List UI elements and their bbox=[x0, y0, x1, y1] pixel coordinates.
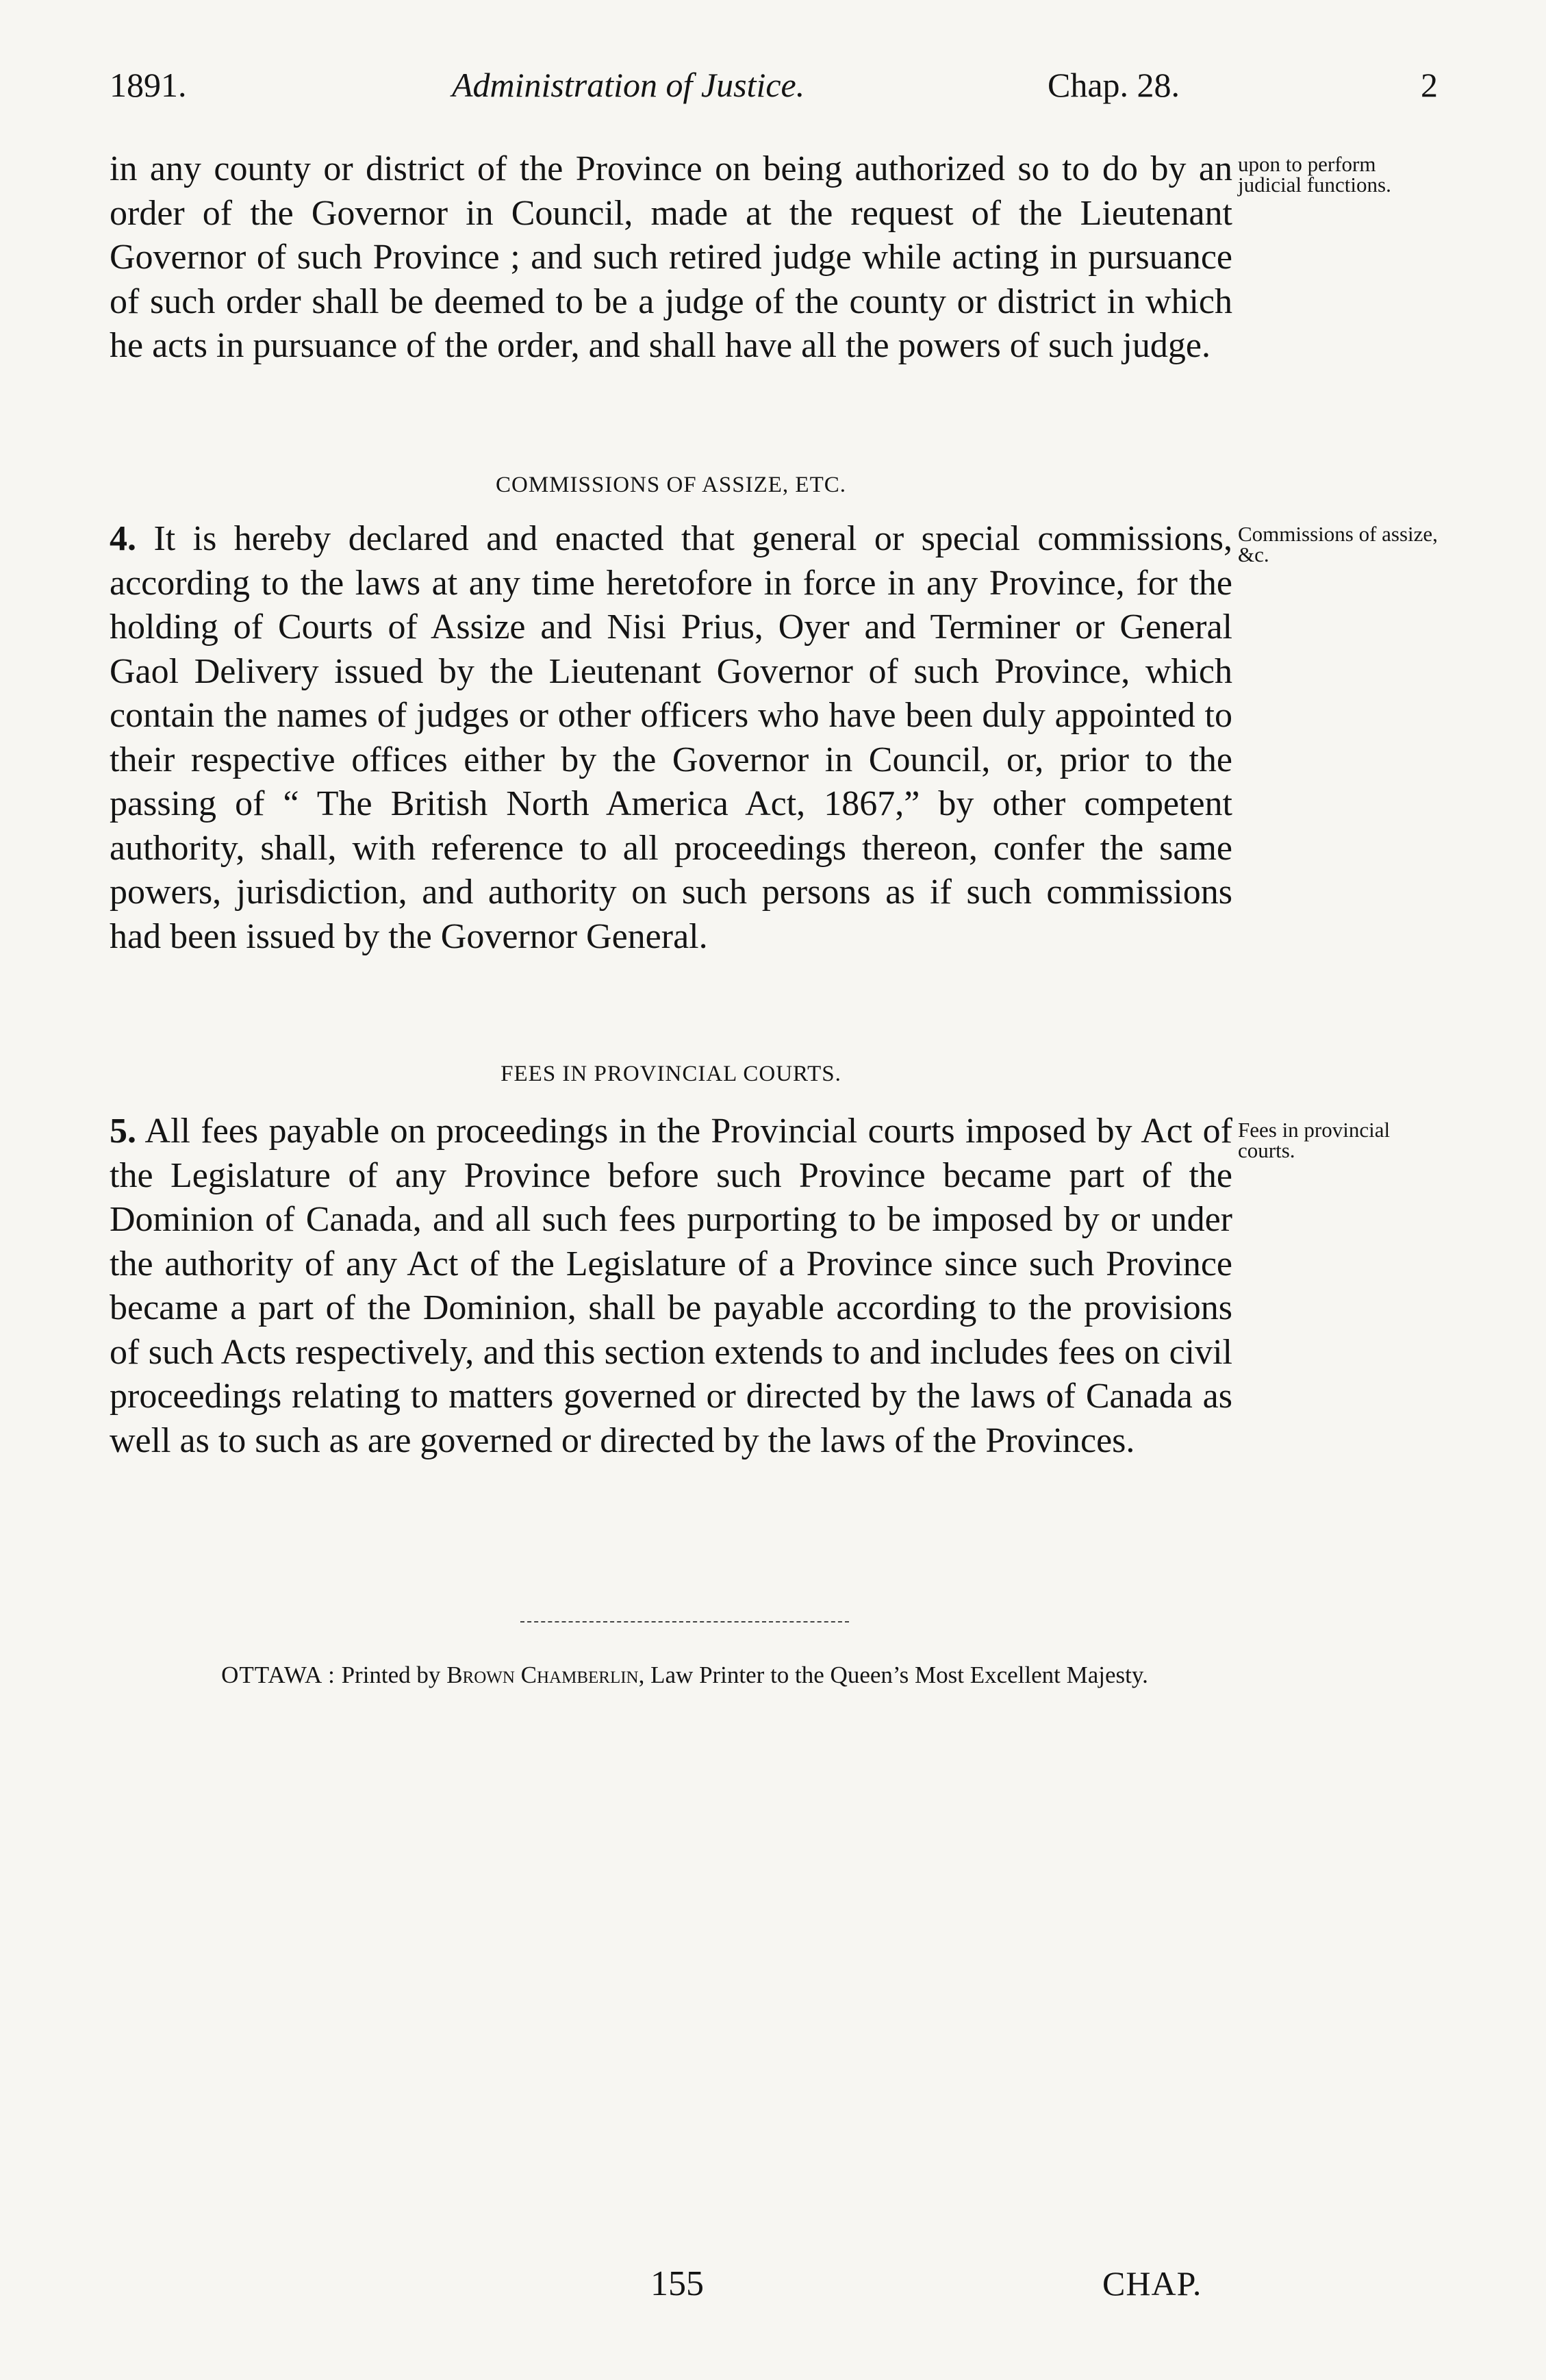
heading-fees-provincial-courts: FEES IN PROVINCIAL COURTS. bbox=[500, 1062, 841, 1086]
header-chapter: Chap. 28. bbox=[1048, 66, 1180, 104]
footer-catchword: CHAP. bbox=[1102, 2264, 1202, 2303]
section-4-number: 4. bbox=[110, 519, 136, 558]
section-5-paragraph bbox=[110, 1110, 1232, 1463]
imprint-printer-name: Brown Chamberlin bbox=[446, 1662, 639, 1688]
margin-note-judicial-functions: upon to perform judicial functions. bbox=[1238, 152, 1391, 197]
section-3-continued-text: in any county or district of the Province on being authorized so to do by an order of the Governor in Council, made at the request of the Lieutenant Governor of such Province ; and such retired judge while acting in pursuance of such order shall be deemed to be a judge of the county or district in which he acts in pursuance of the order, and shall have all the powers of such judge. bbox=[110, 149, 1232, 365]
footer-page-number: 155 bbox=[650, 2264, 704, 2303]
running-header bbox=[110, 65, 1438, 120]
header-title: Administration of Justice. bbox=[452, 66, 805, 104]
section-4-paragraph bbox=[110, 517, 1232, 959]
imprint-place: OTTAWA : bbox=[221, 1662, 335, 1688]
section-5-text: All fees payable on proceedings in the Provincial courts imposed by Act of the Legislature of any Province before such Province became part of the Dominion of Canada, and all such fees purporting to be imposed by or under the authority of any Act of the Legislature of a Province since such Province became a part of the Dominion, shall be payable according to the provisions of such Acts respectively, and this section extends to and includes fees on civil proceedings relating to matters governed or directed by the laws of Canada as well as to such as are governed or directed by the laws of the Provinces. bbox=[110, 1112, 1232, 1460]
imprint-text-after: , Law Printer to the Queen’s Most Excellent Majesty. bbox=[638, 1662, 1148, 1688]
section-4-text: It is hereby declared and enacted that general or special commissions, according to the laws at any time heretofore in force in any Province, for the holding of Courts of Assize and Nisi Prius, Oyer and Terminer or General Gaol Delivery issued by the Lieutenant Governor of such Province, which contain the names of judges or other officers who have been duly appointed to their respective offices either by the Governor in Council, or, prior to the passing of “ The British North America Act, 1867,” by other competent authority, shall, with reference to all proceedings thereon, confer the same powers, jurisdiction, and authority on such persons as if such commissions had been issued by the Governor General. bbox=[110, 519, 1232, 956]
margin-note-commissions: Commissions of assize, &c. bbox=[1238, 522, 1438, 566]
header-year: 1891. bbox=[110, 66, 187, 104]
printer-imprint bbox=[157, 1661, 1212, 1690]
margin-note-fees: Fees in provincial courts. bbox=[1238, 1118, 1391, 1162]
header-page-number: 2 bbox=[1421, 66, 1438, 104]
section-5-number: 5. bbox=[110, 1112, 136, 1151]
divider-rule bbox=[520, 1621, 849, 1623]
heading-commissions-of-assize: COMMISSIONS OF ASSIZE, ETC. bbox=[495, 473, 846, 497]
imprint-text-before: Printed by bbox=[335, 1662, 447, 1688]
